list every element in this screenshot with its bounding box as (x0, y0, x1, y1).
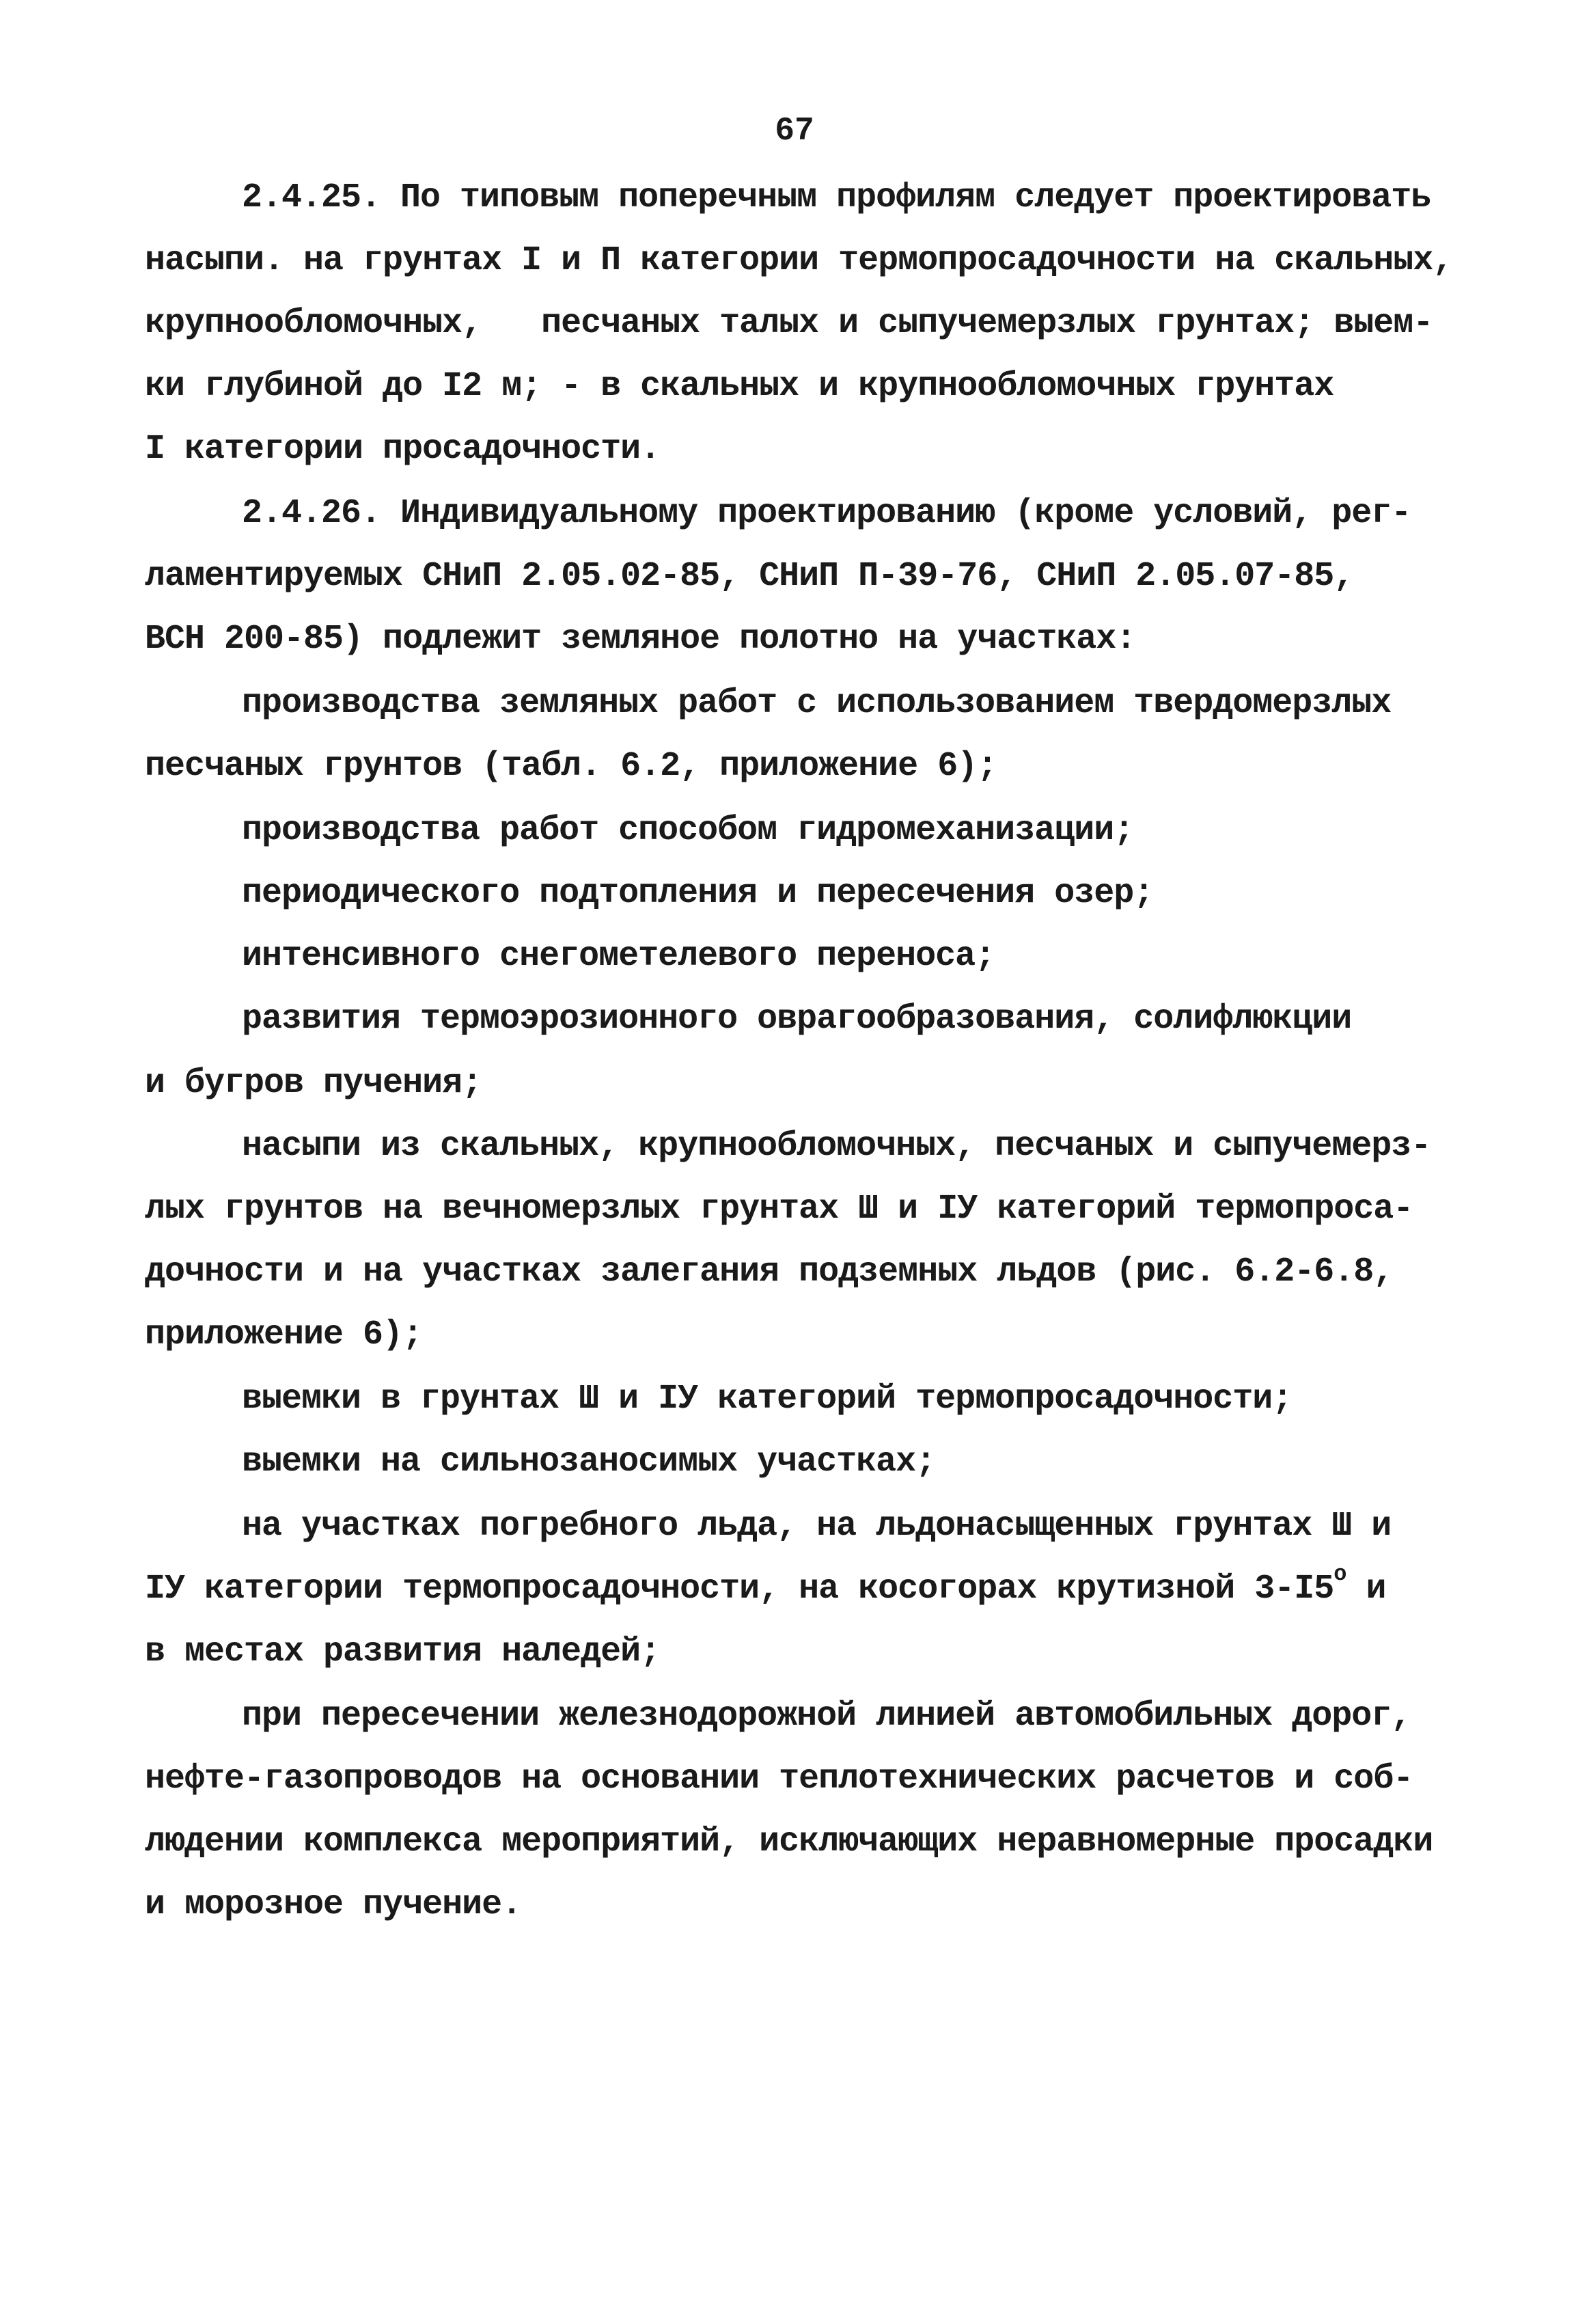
text-line: в местах развития наледей; (145, 1632, 661, 1671)
text-line: периодического подтопления и пересечения озер; (242, 874, 1154, 913)
text-line: и морозное пучение. (145, 1885, 522, 1924)
text-line: ки глубиной до I2 м; - в скальных и крупнообломочных грунтах (145, 367, 1334, 406)
text-line: крупнообломочных, песчаных талых и сыпучемерзлых грунтах; выем- (145, 304, 1433, 343)
text-line: и бугров пучения; (145, 1064, 482, 1103)
degree-mark: о (1334, 1561, 1346, 1587)
text-line: на участках погребного льда, на льдонасыщенных грунтах Ш и (242, 1507, 1392, 1546)
text-line: насыпи из скальных, крупнообломочных, песчаных и сыпучемерз- (242, 1127, 1431, 1166)
text-line: приложение 6); (145, 1315, 423, 1354)
page-number: 67 (775, 113, 814, 150)
text-line: 2.4.25. По типовым поперечным профилям следует проектировать (242, 178, 1431, 217)
text-line: ВСН 200-85) подлежит земляное полотно на участках: (145, 620, 1136, 659)
text-line: лых грунтов на вечномерзлых грунтах Ш и IУ категорий термопроса- (145, 1190, 1413, 1229)
text-line: нефте-газопроводов на основании теплотехнических расчетов и соб- (145, 1760, 1413, 1799)
text-line: дочности и на участках залегания подземных льдов (рис. 6.2-6.8, (145, 1253, 1394, 1291)
text-line: интенсивного снегометелевого переноса; (242, 937, 995, 976)
text-line: песчаных грунтов (табл. 6.2, приложение 6); (145, 747, 997, 786)
text-line: выемки в грунтах Ш и IУ категорий термопросадочности; (242, 1380, 1293, 1419)
text-line: при пересечении железнодорожной линией автомобильных дорог, (242, 1697, 1411, 1736)
text-line: выемки на сильнозаносимых участках; (242, 1443, 936, 1481)
text-line: I категории просадочности. (145, 430, 661, 469)
text-line: производства земляных работ с использованием твердомерзлых (242, 684, 1392, 723)
text-line: 2.4.26. Индивидуальному проектированию (кроме условий, рег- (242, 494, 1411, 533)
text-line: производства работ способом гидромеханизации; (242, 811, 1134, 850)
text-line-tail: и (1366, 1570, 1386, 1609)
text-line: развития термоэрозионного оврагообразования, солифлюкции (242, 1000, 1352, 1039)
text-line: насыпи. на грунтах I и П категории термопросадочности на скальных, (145, 241, 1453, 280)
text-line-main: IУ категории термопросадочности, на косогорах крутизной 3-I5 (145, 1570, 1334, 1609)
text-line: людении комплекса мероприятий, исключающих неравномерные просадки (145, 1822, 1433, 1861)
text-line: ламентируемых СНиП 2.05.02-85, СНиП П-39-76, СНиП 2.05.07-85, (145, 557, 1354, 596)
text-line (145, 1561, 1386, 1610)
